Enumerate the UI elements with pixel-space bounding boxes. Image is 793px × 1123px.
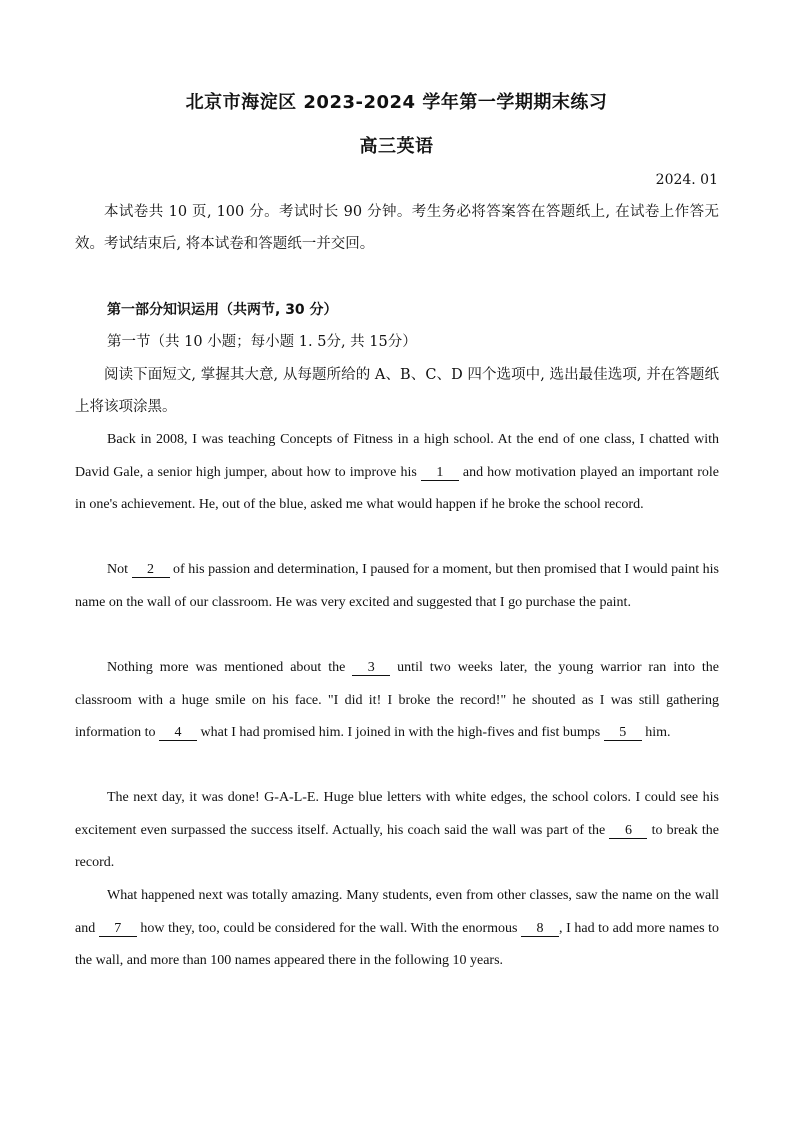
cloze-blank-1: 1	[421, 465, 459, 481]
passage-text: to break the record.	[75, 822, 719, 870]
exam-date: 2024. 01	[655, 172, 718, 188]
passage-paragraph-4	[75, 782, 719, 880]
passage-text: of his passion and determination, I paused for a moment, but then promised that I would paint his name on the wall of our classroom. He was very excited and suggested that I go purchase the paint.	[75, 562, 719, 610]
passage-text: Nothing more was mentioned about the	[107, 660, 353, 675]
section1-directions: 阅读下面短文, 掌握其大意, 从每题所给的 A、B、C、D 四个选项中, 选出最佳选项, 并在答题纸上将该项涂黑。	[75, 367, 719, 415]
exam-instructions: 本试卷共 10 页, 100 分。考试时长 90 分钟。考生务必将答案答在答题纸上, 在试卷上作答无效。考试结束后, 将本试卷和答题纸一并交回。	[75, 204, 719, 252]
exam-subject: 高三英语	[359, 136, 434, 157]
cloze-blank-5: 5	[604, 725, 642, 741]
passage-text: What happened next was totally amazing. Many students, even from other classes, saw the name on the wall and	[75, 888, 719, 936]
passage-text: what I had promised him. I joined in with the high-fives and fist bumps	[197, 725, 604, 740]
passage-text: how they, too, could be considered for the wall. With the enormous	[136, 920, 522, 936]
passage-text: him.	[641, 725, 671, 740]
passage-text: Not	[107, 562, 132, 577]
passage-text: , I had to add more names to the wall, and more than 100 names appeared there in the following 10 years.	[75, 920, 719, 968]
cloze-blank-4: 4	[159, 725, 197, 741]
passage-paragraph-3	[75, 652, 719, 750]
cloze-blank-7: 7	[99, 921, 137, 937]
cloze-blank-8: 8	[521, 921, 559, 937]
passage-paragraph-5	[75, 880, 719, 978]
passage-paragraph-1	[75, 424, 719, 522]
section1-heading: 第一节（共 10 小题；每小题 1. 5分, 共 15分）	[107, 334, 417, 350]
exam-title: 北京市海淀区 2023-2024 学年第一学期期末练习	[185, 92, 608, 113]
cloze-blank-3: 3	[352, 660, 390, 676]
part1-heading: 第一部分知识运用（共两节, 30 分）	[107, 302, 338, 318]
passage-text: until two weeks later, the young warrior ran into the classroom with a huge smile on his face. "I did it! I broke the record!" he shouted as I was still gathering information to	[75, 660, 720, 740]
passage-text: and how motivation played an important role in one's achievement. He, out of the blue, asked me what would happen if he broke the school record.	[75, 464, 719, 512]
cloze-blank-6: 6	[609, 823, 647, 839]
passage-text: Back in 2008, I was teaching Concepts of Fitness in a high school. At the end of one class, I chatted with David Gale, a senior high jumper, about how to improve his	[75, 432, 719, 480]
passage-paragraph-2	[75, 554, 719, 619]
passage-text: The next day, it was done! G-A-L-E. Huge blue letters with white edges, the school colors. I could see his excitement even surpassed the success itself. Actually, his coach said the wall was part of the	[75, 790, 719, 838]
cloze-blank-2: 2	[132, 562, 170, 578]
